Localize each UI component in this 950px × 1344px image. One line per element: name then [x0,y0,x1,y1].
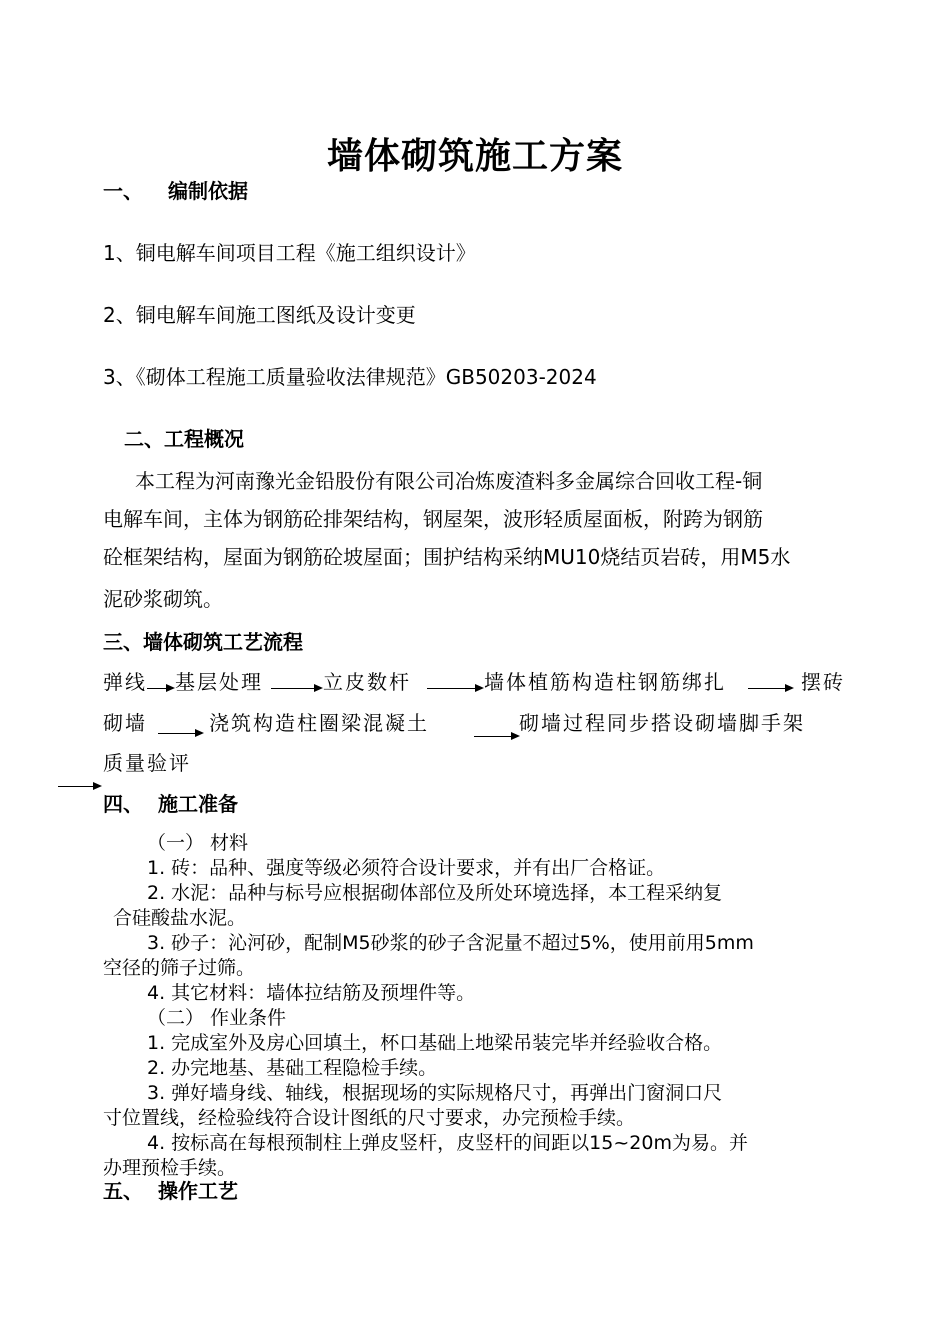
flow-arrow [158,733,202,734]
overview-line-4: 泥砂浆砌筑。 [103,587,223,611]
flow-arrow [474,736,518,737]
section-1-number: 一、 [103,179,143,203]
flow-step: 墙体植筋构造柱钢筋绑扎 [484,670,726,694]
flow-arrow [427,688,482,689]
condition-item: 1. 完成室外及房心回填土，杯口基础上地梁吊装完毕并经验收合格。 [147,1032,723,1054]
material-item: 合硅酸盐水泥。 [113,907,247,929]
section-2-heading: 二、工程概况 [124,427,244,451]
section-3-heading: 三、墙体砌筑工艺流程 [103,630,303,654]
material-item: 2. 水泥：品种与标号应根据砌体部位及所处环境选择，本工程采纳复 [147,882,723,904]
basis-item-3: 3、《砌体工程施工质量验收法律规范》GB50203-2024 [103,365,597,389]
flow-step: 砌墙过程同步搭设砌墙脚手架 [519,711,805,735]
section-5-number: 五、 [103,1179,143,1203]
flow-arrow [58,786,100,787]
condition-item: 2. 办完地基、基础工程隐检手续。 [147,1057,438,1079]
condition-item: 4. 按标高在每根预制柱上弹皮竖杆，皮竖杆的间距以15~20m为易。并 [147,1132,748,1154]
condition-item: 3. 弹好墙身线、轴线，根据现场的实际规格尺寸，再弹出门窗洞口尺 [147,1082,723,1104]
section-4-heading: 施工准备 [158,792,238,816]
material-item: 空径的筛子过筛。 [103,957,256,979]
flow-step: 质量验评 [103,751,191,775]
document-title: 墙体砌筑施工方案 [326,135,623,177]
flow-step: 基层处理 [175,670,263,694]
material-item: 3. 砂子：沁河砂，配制M5砂浆的砂子含泥量不超过5%，使用前用5mm [147,932,754,954]
overview-line-3: 砼框架结构，屋面为钢筋砼坡屋面；围护结构采纳MU10烧结页岩砖，用M5水 [103,545,791,569]
basis-item-1: 1、铜电解车间项目工程《施工组织设计》 [103,241,476,265]
condition-item: 寸位置线，经检验线符合设计图纸的尺寸要求，办完预检手续。 [103,1107,636,1129]
flow-step: 浇筑构造柱圈梁混凝土 [209,711,429,735]
subheading-materials: （一） 材料 [147,832,249,854]
flow-step: 弹线 [103,670,147,694]
section-1-heading: 编制依据 [168,179,248,203]
material-item: 1. 砖：品种、强度等级必须符合设计要求，并有出厂合格证。 [147,857,666,879]
flow-arrow [147,688,173,689]
material-item: 4. 其它材料：墙体拉结筋及预埋件等。 [147,982,476,1004]
flow-step: 砌墙 [103,711,147,735]
section-5-heading: 操作工艺 [158,1179,238,1203]
flow-step: 摆砖 [801,670,845,694]
condition-item: 办理预检手续。 [103,1157,237,1179]
flow-step: 立皮数杆 [323,670,411,694]
flow-arrow [271,688,321,689]
flow-arrow [748,688,792,689]
overview-line-2: 电解车间，主体为钢筋砼排架结构，钢屋架，波形轻质屋面板，附跨为钢筋 [103,507,763,531]
overview-line-1: 本工程为河南豫光金铅股份有限公司冶炼废渣料多金属综合回收工程-铜 [135,469,763,493]
section-4-number: 四、 [103,792,143,816]
subheading-conditions: （二） 作业条件 [147,1007,287,1029]
basis-item-2: 2、铜电解车间施工图纸及设计变更 [103,303,416,327]
